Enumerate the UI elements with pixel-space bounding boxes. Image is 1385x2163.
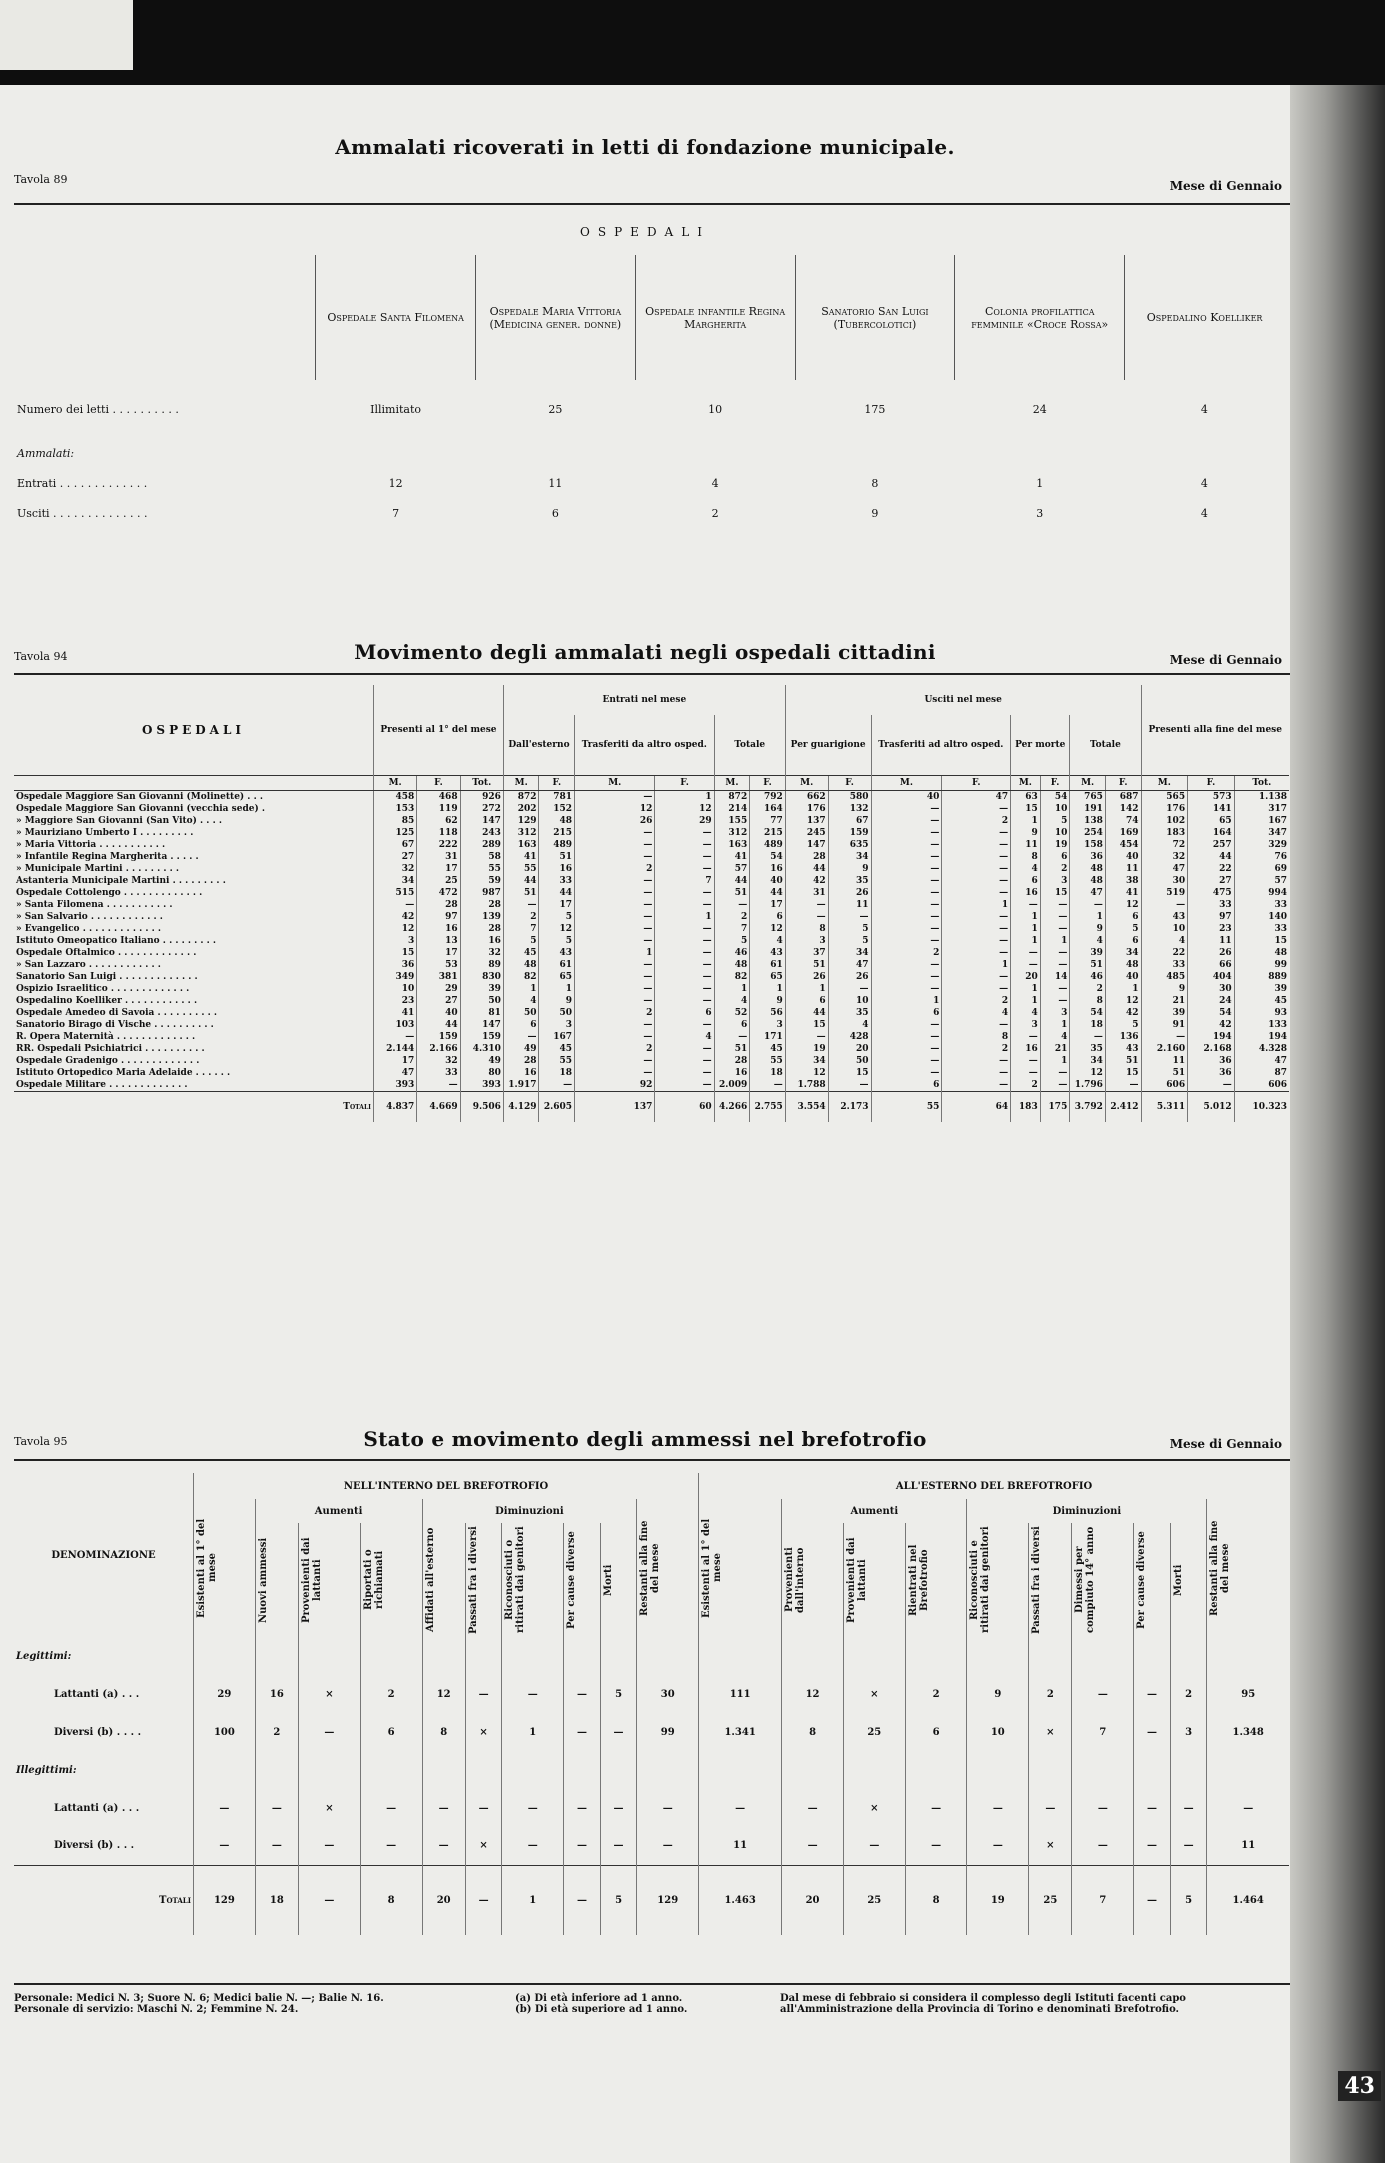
- col-aumenti-est: Aumenti: [782, 1499, 967, 1523]
- table-row: » Infantile Regina Margherita . . . . . 27 31 58 41 51 — — 41 54 28 34 — — 8 6 36 40 32 44 76: [16, 851, 1287, 862]
- table-row: Lattanti (a) . . . 29 16 × 2 12 — — — 5 30 111 12 × 2 9 2 — — 2 95: [14, 1675, 1289, 1713]
- col-header: Passati fra i diversi: [467, 1526, 479, 1634]
- mf-header: M.: [1141, 775, 1188, 790]
- mf-header: Tot.: [460, 775, 503, 790]
- table-row: » Maggiore San Giovanni (San Vito) . . . . 85 62 147 129 48 26 29 155 77 137 67 — 2 1 5 138 74 102 65 167: [16, 815, 1287, 826]
- col-maria-vittoria: Ospedale Maria Vittoria (Medicina gener. donne): [475, 255, 635, 380]
- mf-header: F.: [655, 775, 714, 790]
- table-row: » Evangelico . . . . . . . . . . . . . 12 16 28 7 12 — — 7 12 8 5 — — 1 — 9 5 10 23 33: [16, 923, 1287, 934]
- mf-header: F.: [539, 775, 575, 790]
- table-row: Istituto Ortopedico Maria Adelaide . . . . . . 47 33 80 16 18 — — 16 18 12 15 — — — — 12 15 51 36 87: [16, 1067, 1287, 1078]
- col-header: Nuovi ammessi: [257, 1537, 269, 1623]
- col-header: Affidati all'esterno: [424, 1527, 436, 1633]
- mf-header: F.: [750, 775, 786, 790]
- col-header: Riconosciuti o ritirati dai genitori: [504, 1526, 527, 1634]
- row-usciti: Usciti . . . . . . . . . . . . . . 7 6 2 9 3 4: [17, 506, 1208, 520]
- table-row: Diversi (b) . . . . 100 2 — 6 8 × 1 — — 99 1.341 8 25 6 10 × 7 — 3 1.348: [14, 1713, 1289, 1751]
- table-row: Ospedale Cottolengo . . . . . . . . . . . . . 515 472 987 51 44 — — 51 44 31 26 — — 16 15 47 41 519 475 994: [16, 887, 1287, 898]
- col-diminuzioni-est: Diminuzioni: [967, 1499, 1207, 1523]
- tavola-94-title: Movimento degli ammalati negli ospedali cittadini: [354, 640, 936, 664]
- table-row: Sanatorio San Luigi . . . . . . . . . . . . . 349 381 830 82 65 — — 82 65 26 26 — — 20 14 46 40 485 404 889: [16, 971, 1287, 982]
- ospedali-header: OSPEDALI: [580, 225, 710, 239]
- table-row: » San Lazzaro . . . . . . . . . . . . 36 53 89 48 61 — — 48 61 51 47 — 1 — — 51 48 33 66 99: [16, 959, 1287, 970]
- col-header: Morti: [1172, 1564, 1184, 1596]
- col-header: Provenienti dai lattanti: [301, 1537, 324, 1623]
- mf-header: F.: [942, 775, 1011, 790]
- col-colonia-profilattica: Colonia profilattica femminile «Croce Rossa»: [955, 255, 1125, 380]
- table-row: Ospedale Maggiore San Giovanni (Molinette) . . . 458 468 926 872 781 — 1 872 792 662 580 40 47 63 54 765 687 565 573 1.138: [16, 791, 1287, 802]
- col-usciti-nel-mese: Usciti nel mese: [785, 685, 1141, 715]
- table-row: Astanteria Municipale Martini . . . . . . . . . 34 25 59 44 33 — 7 44 40 42 35 — — 6 3 48 38 30 27 57: [16, 875, 1287, 886]
- col-header: Morti: [602, 1564, 614, 1596]
- col-trasferiti-ad: Trasferiti ad altro osped.: [871, 715, 1011, 775]
- col-header: Riconosciuti e ritirati dai genitori: [969, 1526, 992, 1634]
- rule: [14, 673, 1290, 675]
- row-entrati: Entrati . . . . . . . . . . . . . 12 11 4 8 1 4: [17, 476, 1208, 490]
- col-header: Provenienti dai lattanti: [845, 1537, 868, 1623]
- mf-header: M.: [714, 775, 750, 790]
- tavola-94-label: Tavola 94: [14, 650, 68, 663]
- mf-header: F.: [1105, 775, 1141, 790]
- col-per-morte: Per morte: [1011, 715, 1070, 775]
- table-row: Legittimi:: [14, 1637, 1289, 1675]
- tavola-95-mese: Mese di Gennaio: [1169, 1437, 1282, 1451]
- col-header: Provenienti dall'interno: [784, 1547, 807, 1613]
- mf-header: M.: [1011, 775, 1041, 790]
- col-dall-esterno: Dall'esterno: [503, 715, 574, 775]
- table-row: Ospedale Gradenigo . . . . . . . . . . . . . 17 32 49 28 55 — — 28 55 34 50 — — — 1 34 51 11 36 47: [16, 1055, 1287, 1066]
- footnote-brefotrofio: Dal mese di febbraio si considera il complesso degli Istituti facenti capo all'Amministrazione della Provincia di Torino e denominati Brefotrofio.: [780, 1993, 1186, 2015]
- footnote-eta: (a) Di età inferiore ad 1 anno. (b) Di età superiore ad 1 anno.: [515, 1993, 688, 2015]
- mf-header: F.: [1040, 775, 1070, 790]
- col-totale-usciti: Totale: [1070, 715, 1141, 775]
- scan-top-border: [0, 0, 1385, 85]
- col-presenti-fine: Presenti alla fine del mese: [1141, 685, 1289, 775]
- tavola-95-title: Stato e movimento degli ammessi nel brefotrofio: [363, 1427, 927, 1451]
- table-row: Diversi (b) . . . — — — — — × — — — — 11 — — — — × — — — 11: [14, 1827, 1289, 1865]
- col-esistenti-int: Esistenti al 1° del mese: [196, 1518, 218, 1618]
- table-row: » Santa Filomena . . . . . . . . . . . — 28 28 — 17 — — — 17 — 11 — 1 — — — 12 — 33 33: [16, 899, 1287, 910]
- col-esistenti-est: Esistenti al 1° del mese: [701, 1518, 724, 1618]
- tavola-94-mese: Mese di Gennaio: [1169, 653, 1282, 667]
- col-header: Rientrati nel Brefotrofio: [907, 1544, 930, 1616]
- col-restanti-est: Restanti alla fine del mese: [1209, 1520, 1232, 1616]
- table-row: Lattanti (a) . . . — — × — — — — — — — — — × — — — — — — —: [14, 1789, 1289, 1827]
- tavola-89-label: Tavola 89: [14, 173, 68, 186]
- mf-header: Tot.: [1234, 775, 1289, 790]
- col-header: Passati fra i diversi: [1031, 1526, 1043, 1634]
- totali-row: Totali 129 18 — 8 20 — 1 — 5 129 1.463 20 25 8 19 25 7 — 5 1.464: [14, 1865, 1289, 1935]
- table-row: Illegittimi:: [14, 1751, 1289, 1789]
- col-interno: NELL'INTERNO DEL BREFOTROFIO: [194, 1473, 699, 1499]
- mf-header: M.: [575, 775, 655, 790]
- scan-right-edge: [1285, 85, 1385, 2163]
- col-trasferiti-da: Trasferiti da altro osped.: [575, 715, 715, 775]
- tavola-94-table: [14, 685, 1289, 1122]
- page-number: 43: [1338, 2071, 1381, 2101]
- table-row: Ospedale Militare . . . . . . . . . . . . . 393 — 393 1.917 — 92 — 2.009 — 1.788 — 6 — 2 — 1.796 — 606 — 606: [16, 1079, 1287, 1090]
- col-denominazione: DENOMINAZIONE: [51, 1549, 156, 1561]
- col-regina-margherita: Ospedale infantile Regina Margherita: [635, 255, 795, 380]
- mf-header: M.: [503, 775, 539, 790]
- table-row: Sanatorio Birago di Vische . . . . . . . . . . 103 44 147 6 3 — — 6 3 15 4 — — 3 1 18 5 91 42 133: [16, 1019, 1287, 1030]
- col-entrati-nel-mese: Entrati nel mese: [503, 685, 785, 715]
- mf-header: M.: [374, 775, 417, 790]
- table-row: Ospedale Maggiore San Giovanni (vecchia sede) . 153 119 272 202 152 12 12 214 164 176 132 — — 15 10 191 142 176 141 317: [16, 803, 1287, 814]
- col-header: Dimessi per compiuto 14° anno: [1074, 1526, 1097, 1634]
- col-diminuzioni-int: Diminuzioni: [422, 1499, 637, 1523]
- rule: [14, 1983, 1290, 1985]
- col-restanti-int: Restanti alla fine del mese: [639, 1520, 662, 1616]
- col-per-guarigione: Per guarigione: [785, 715, 871, 775]
- scan-top-left-margin: [0, 0, 133, 70]
- col-header: Per cause diverse: [1136, 1531, 1148, 1629]
- table-row: » Mauriziano Umberto I . . . . . . . . . 125 118 243 312 215 — — 312 215 245 159 — — 9 10 254 169 183 164 347: [16, 827, 1287, 838]
- col-koelliker: Ospedalino Koelliker: [1125, 255, 1284, 380]
- col-san-luigi: Sanatorio San Luigi (Tubercolotici): [795, 255, 955, 380]
- table-row: Ospedale Amedeo di Savoia . . . . . . . . . . 41 40 81 50 50 2 6 52 56 44 35 6 4 4 3 54 42 39 54 93: [16, 1007, 1287, 1018]
- row-ammalati: Ammalati:: [17, 446, 75, 460]
- table-row: R. Opera Maternità . . . . . . . . . . . . . — 159 159 — 167 — 4 — 171 — 428 — 8 — 4 — 136 — 194 194: [16, 1031, 1287, 1042]
- col-ospedali: OSPEDALI: [141, 722, 246, 737]
- col-aumenti-int: Aumenti: [255, 1499, 422, 1523]
- table-row: Istituto Omeopatico Italiano . . . . . . . . . 3 13 16 5 5 — — 5 4 3 5 — — 1 1 4 6 4 11 15: [16, 935, 1287, 946]
- footnote-personale: Personale: Medici N. 3; Suore N. 6; Medici balie N. —; Balie N. 16. Personale di servizio: Maschi N. 2; Femmine N. 24.: [14, 1993, 384, 2015]
- mf-header: M.: [871, 775, 942, 790]
- rule: [14, 203, 1290, 205]
- mf-header: F.: [1188, 775, 1235, 790]
- col-esterno: ALL'ESTERNO DEL BREFOTROFIO: [699, 1473, 1289, 1499]
- table-row: Ospedalino Koelliker . . . . . . . . . . . . 23 27 50 4 9 — — 4 9 6 10 1 2 1 — 8 12 21 24 45: [16, 995, 1287, 1006]
- col-presenti-inizio: Presenti al 1° del mese: [374, 685, 504, 775]
- table-row: » Maria Vittoria . . . . . . . . . . . 67 222 289 163 489 — — 163 489 147 635 — — 11 19 158 454 72 257 329: [16, 839, 1287, 850]
- mf-header: F.: [417, 775, 460, 790]
- mf-header: M.: [1070, 775, 1106, 790]
- col-header: Per cause diverse: [566, 1531, 578, 1629]
- table-row: » San Salvario . . . . . . . . . . . . 42 97 139 2 5 — 1 2 6 — — — — 1 — 1 6 43 97 140: [16, 911, 1287, 922]
- col-header: Riportati o richiamati: [362, 1549, 385, 1611]
- mf-header: M.: [785, 775, 828, 790]
- col-santa-filomena: Ospedale Santa Filomena: [316, 255, 476, 380]
- table-row: » Municipale Martini . . . . . . . . . 32 17 55 55 16 2 — 57 16 44 9 — — 4 2 48 11 47 22 69: [16, 863, 1287, 874]
- row-numero-letti: Numero dei letti . . . . . . . . . . Illimitato 25 10 175 24 4: [17, 402, 1208, 416]
- tavola-89-table: [14, 255, 1284, 528]
- document-sheet: [0, 85, 1290, 2163]
- mf-header: F.: [828, 775, 871, 790]
- table-row: RR. Ospedali Psichiatrici . . . . . . . . . . 2.144 2.166 4.310 49 45 2 — 51 45 19 20 — 2 16 21 35 43 2.160 2.168 4.328: [16, 1043, 1287, 1054]
- table-row: Ospedale Oftalmico . . . . . . . . . . . . . 15 17 32 45 43 1 — 46 43 37 34 2 — — — 39 34 22 26 48: [16, 947, 1287, 958]
- rule: [14, 1459, 1290, 1461]
- table-row: Ospizio Israelitico . . . . . . . . . . . . . 10 29 39 1 1 — — 1 1 1 — — — 1 — 2 1 9 30 39: [16, 983, 1287, 994]
- totali-row: Totali 4.837 4.669 9.506 4.129 2.605 137 60 4.266 2.755 3.554 2.173 55 64 183 175 3.792 2.412 5.311 5.012 10.323: [14, 1091, 1289, 1122]
- tavola-95-label: Tavola 95: [14, 1435, 68, 1448]
- col-totale-entrati: Totale: [714, 715, 785, 775]
- tavola-89-mese: Mese di Gennaio: [1169, 179, 1282, 193]
- tavola-89-title: Ammalati ricoverati in letti di fondazione municipale.: [335, 135, 955, 159]
- tavola-95-table: [14, 1473, 1289, 1935]
